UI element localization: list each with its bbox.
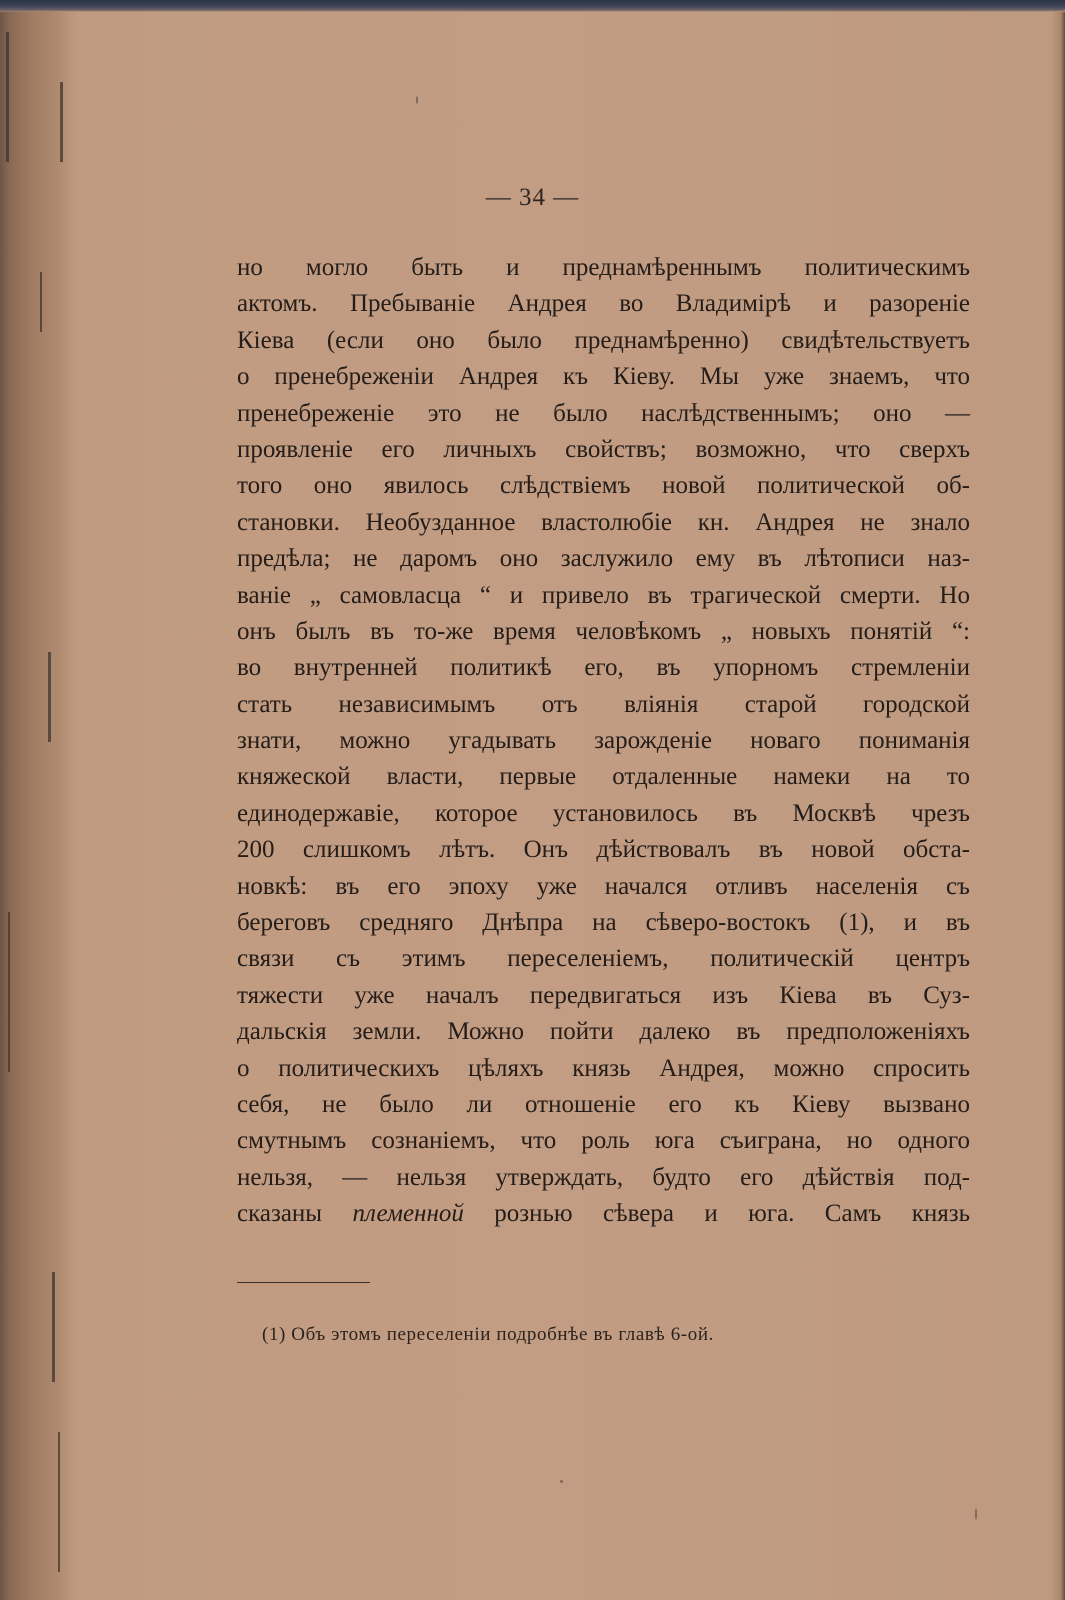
text-line: о политическихъ цѣляхъ князь Андрея, можно спросить xyxy=(237,1054,970,1082)
text-line: нельзя, — нельзя утверждать, будто его дѣйствія под- xyxy=(237,1163,970,1191)
text-line: тяжести уже началъ передвигаться изъ Кіева въ Суз- xyxy=(237,981,970,1009)
text-line: единодержавіе, которое установилось въ Москвѣ чрезъ xyxy=(237,799,970,827)
text-line: актомъ. Пребываніе Андрея во Владимірѣ и разореніе xyxy=(237,290,970,318)
text-line: онъ былъ въ то-же время человѣкомъ „ новыхъ понятій “: xyxy=(237,617,970,645)
text-line: дальскія земли. Можно пойти далеко въ предположеніяхъ xyxy=(237,1018,970,1046)
text-segment: сказаны xyxy=(237,1200,323,1228)
text-line: но могло быть и преднамѣреннымъ политическимъ xyxy=(237,254,970,281)
paper-speck xyxy=(416,96,418,104)
footnote: (1) Объ этомъ переселеніи подробнѣе въ главѣ 6-ой. xyxy=(262,1324,714,1345)
paper-speck xyxy=(975,1508,977,1520)
text-line: о пренебреженіи Андрея къ Кіеву. Мы уже знаемъ, что xyxy=(237,363,970,391)
text-line: смутнымъ сознаніемъ, что роль юга съиграна, но одного xyxy=(237,1127,970,1155)
footnote-rule xyxy=(237,1282,370,1283)
text-line-last xyxy=(237,1196,970,1232)
text-line: знати, можно угадывать зарожденіе новаго пониманія xyxy=(237,727,970,755)
left-binding-edge xyxy=(0,12,80,1600)
text-line: 200 слишкомъ лѣтъ. Онъ дѣйствовалъ въ новой обста- xyxy=(237,836,970,864)
body-text xyxy=(237,250,970,1233)
text-line: пренебреженіе это не было наслѣдственнымъ; оно — xyxy=(237,399,970,427)
text-line: себя, не было ли отношеніе его къ Кіеву вызвано xyxy=(237,1090,970,1118)
text-line: становки. Необузданное властолюбіе кн. Андрея не знало xyxy=(237,508,970,536)
italic-word: племенной xyxy=(352,1200,464,1228)
text-line: новкѣ: въ его эпоху уже начался отливъ населенія съ xyxy=(237,872,970,900)
page-number: — 34 — xyxy=(485,184,580,211)
text-line: стать независимымъ отъ вліянія старой городской xyxy=(237,690,970,718)
paper-speck xyxy=(560,1480,563,1483)
text-line: княжеской власти, первые отдаленные намеки на то xyxy=(237,763,970,791)
text-line: ваніе „ самовласца “ и привело въ трагической смерти. Но xyxy=(237,581,970,609)
text-line: береговъ средняго Днѣпра на сѣверо-востокъ (1), и въ xyxy=(237,909,970,937)
top-binding-edge xyxy=(0,0,1065,12)
text-line: того оно явилось слѣдствіемъ новой политической об- xyxy=(237,472,970,500)
right-page-edge xyxy=(1051,12,1065,1600)
text-line: связи съ этимъ переселеніемъ, политическій центръ xyxy=(237,945,970,973)
text-line: во внутренней политикѣ его, въ упорномъ стремленіи xyxy=(237,654,970,682)
text-line: Кіева (если оно было преднамѣренно) свидѣтельствуетъ xyxy=(237,326,970,354)
text-segment: рознью сѣвера и юга. Самъ князь xyxy=(494,1200,971,1228)
text-line: предѣла; не даромъ оно заслужило ему въ лѣтописи наз- xyxy=(237,545,970,573)
text-line: проявленіе его личныхъ свойствъ; возможно, что сверхъ xyxy=(237,435,970,463)
